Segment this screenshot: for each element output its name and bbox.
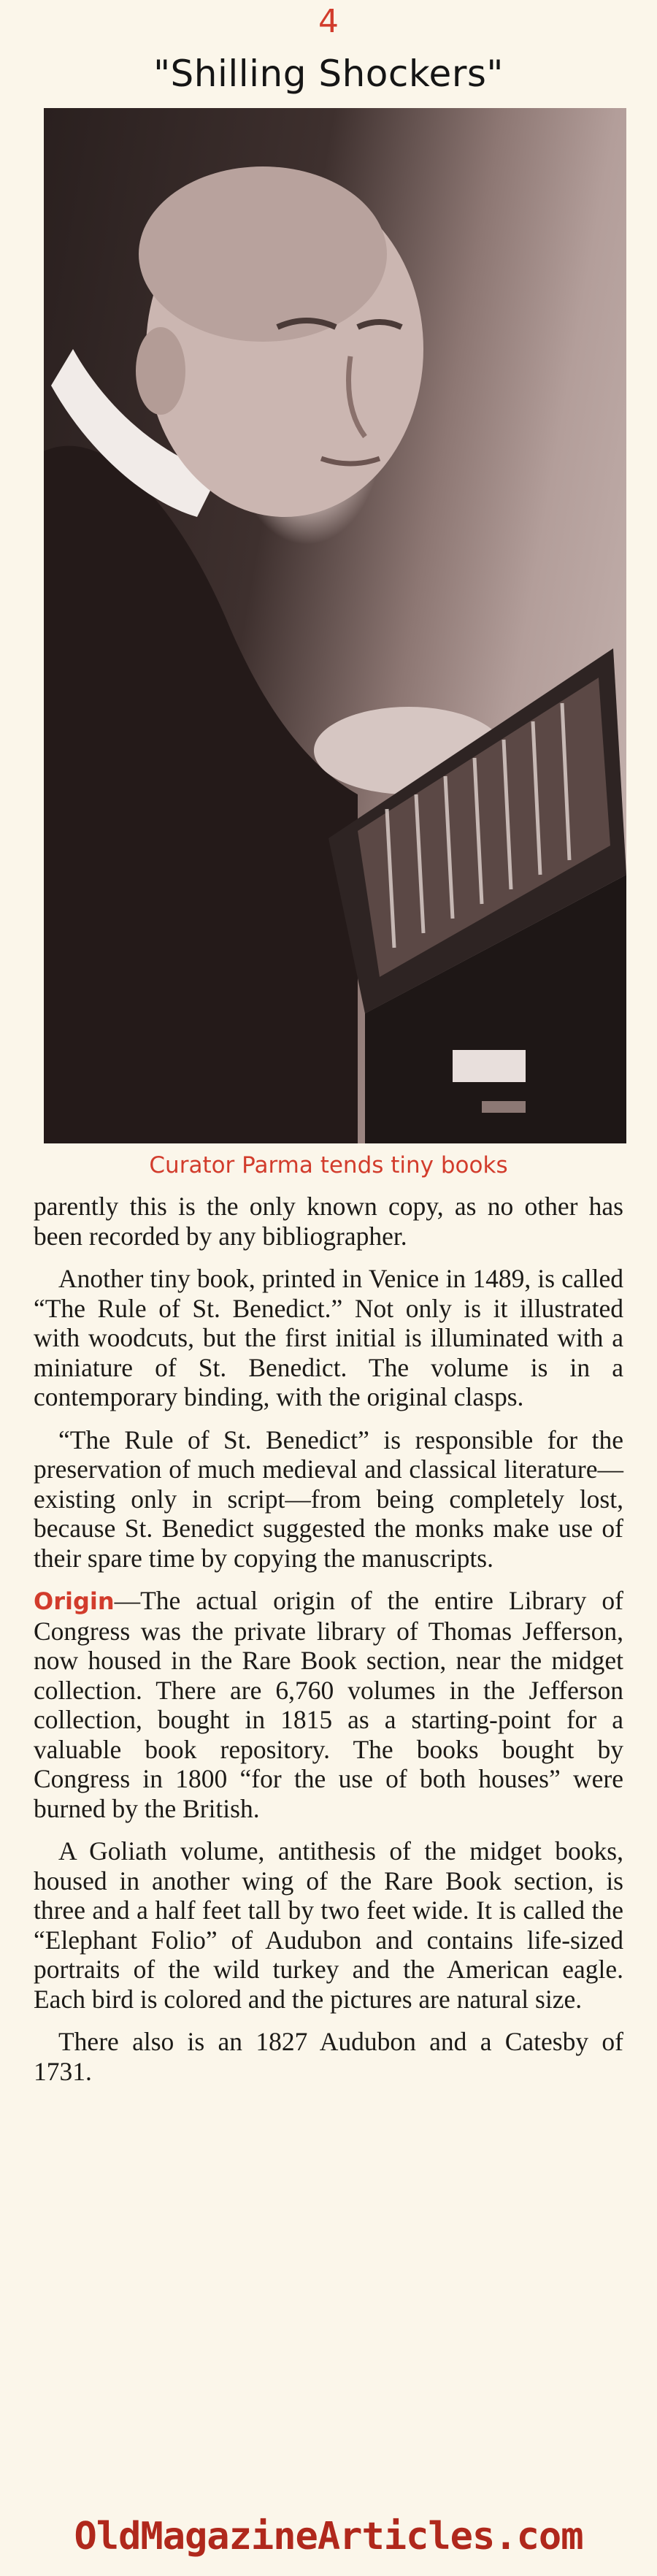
paragraph-4-text: —The actual origin of the entire Library of Congress was the private library of Thomas Jefferson, now housed in the Rare Book section, near the midget collection. There are 6,760 volumes in the Jefferson collection, bought in 1815 as a starting-point for a valuable book repository. The books bought by Congress in 1800 “for the use of both houses” were burned by the British. xyxy=(34,1586,623,1823)
curator-photo xyxy=(44,108,626,1143)
paragraph-1: parently this is the only known copy, as no other has been recorded by any bibliographer. xyxy=(34,1192,623,1251)
paragraph-4 xyxy=(34,1586,623,1823)
article-body xyxy=(34,1192,623,2099)
paragraph-3: “The Rule of St. Benedict” is responsible for the preservation of much medieval and classical literature—existing only in script—from being completely lost, because St. Benedict suggested the monks make use of their spare time by copying the manuscripts. xyxy=(34,1425,623,1573)
footer-watermark xyxy=(0,2512,657,2576)
photo-illustration xyxy=(44,108,626,1143)
paragraph-2: Another tiny book, printed in Venice in 1489, is called “The Rule of St. Benedict.” Not only is it illustrated with woodcuts, but the first initial is illuminated with a miniature of St. Benedict. The volume is in a contemporary binding, with the original clasps. xyxy=(34,1264,623,1411)
paragraph-5: A Goliath volume, antithesis of the midget books, housed in another wing of the Rare Book section, is three and a half feet tall by two feet wide. It is called the “Elephant Folio” of Audubon and contains life-sized portraits of the wild turkey and the American eagle. Each bird is colored and the pictures are natural size. xyxy=(34,1836,623,2014)
photo-caption: Curator Parma tends tiny books xyxy=(149,1152,508,1178)
paragraph-6: There also is an 1827 Audubon and a Catesby of 1731. xyxy=(34,2027,623,2086)
page-number: 4 xyxy=(318,3,339,40)
footer-site-name: OldMagazineArticles.com xyxy=(74,2515,583,2558)
headline: "Shilling Shockers" xyxy=(153,53,504,95)
runin-heading-origin: Origin xyxy=(34,1587,115,1615)
